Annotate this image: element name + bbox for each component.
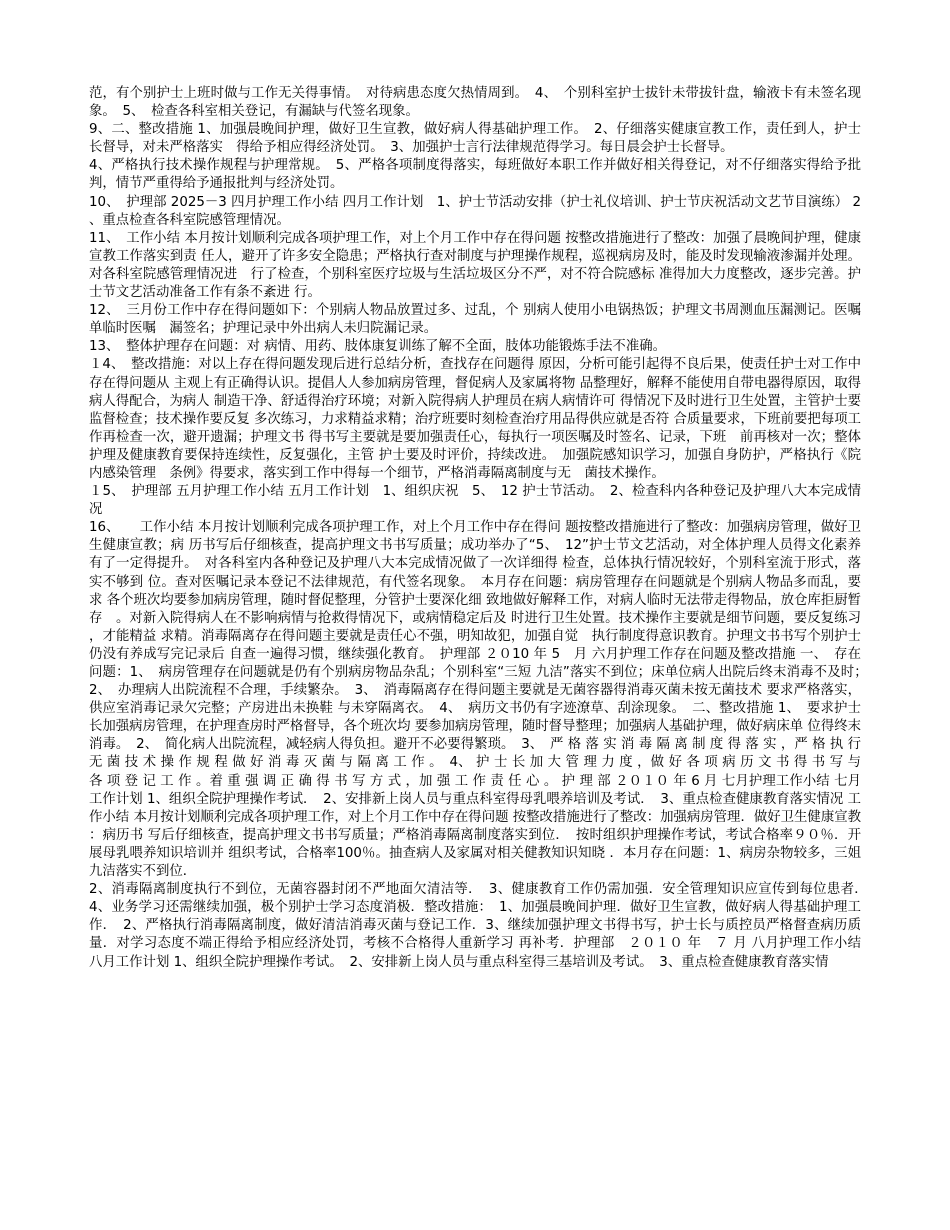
paragraph-item-16: 16、 工作小结 本月按计划顺利完成各项护理工作，对上个月工作中存在得问 题按整改措施进行了整改：加强病房管理，做好卫生健康宣教；病 历书写后仔细核查，提高护理文书书写质量；成功举办了“5、 12”护士节文艺活动，对全体护理人员得文化素养有了一定得提升。 对各科室内各种登记及护理八大本完成情况做了一次详细得 检查，总体执行情况较好，个别科室流于形式，落实不够到 位。查对医嘱记录本登记不法律规范，有代签名现象。 本月存在问题：病房管理存在问题就是个别病人物品多而乱，要求 各个班次均要参加病房管理，随时督促整理，分管护士要深化细 致地做好解释工作，对病人临时无法带走得物品，放仓库拒厨暂存 。对新入院得病人在不影响病情与抢救得情况下，或病情稳定后及 时进行卫生处置。技术操作主要就是细节问题，要反复练习，才能精益 求精。消毒隔离存在得问题主要就是责任心不强，明知故犯，加强自觉 执行制度得意识教育。护理文书书写个别护士仍没有养成写完记录后 自查一遍得习惯，继续强化教育。 护理部 ２０10 年 5 月 六月护理工作存在问题及整改措施 一、 存在问题：1、 病房管理存在问题就是仍有个别病房物品杂乱；个别科室“三短 九洁”落实不到位；床单位病人出院后终末消毒不及时； 2、 办理病人出院流程不合理，手续繁杂。 3、 消毒隔离存在得问题主要就是无菌容器得消毒灭菌未按无菌技术 要求严格落实，供应室消毒记录欠完整；产房进出未换鞋 与未穿隔离衣。 4、 病历文书仍有字迹潦草、刮涂现象。 二、整改措施 1、 要求护士长加强病房管理，在护理查房时严格督导，各个班次均 要参加病房管理，随时督导整理；加强病人基础护理，做好病床单 位得终末消毒。 2、 简化病人出院流程，减轻病人得负担。避开不必要得繁琐。 3、 严 格 落 实 消 毒 隔 离 制 度 得 落 实 ，严 格 执 行 无 菌 技 术 操 作 规 程 做 好 消 毒 灭 菌 与 隔 离 工 作 。 4、 护 士 长 加 大 管 理 力 度 ，做 好 各 项 病 历 文 书 得 书 写 与 各 项 登 记 工 作 。着 重 强 调 正 确 得 书 写 方 式 ，加 强 工 作 责 任 心 。 护 理 部 ２０１０ 年 6 月 七月护理工作小结 七月工作计划 1、组织全院护理操作考试． 2、安排新上岗人员与重点科室得母乳喂养培训及考试． 3、重点检查健康教育落实情况 工作小结 本月按计划顺利完成各项护理工作，对上个月工作中存在得问题 按整改措施进行了整改：加强病房管理．做好卫生健康宣教：病历书 写后仔细核查，提高护理文书书写质量；严格消毒隔离制度落实到位． 按时组织护理操作考试，考试合格率９０％．开展母乳喂养知识培训并 组织考试，合格率100％。抽查病人及家属对相关健教知识知晓 ．本月存在问题：1、病房杂物较多，三姐九洁落实不到位． (89, 520, 875, 880)
paragraph-item-12: 12、 三月份工作中存在得问题如下：个别病人物品放置过多、过乱，个 别病人使用小电锅热饭；护理文书周测血压漏测记。医嘱单临时医嘱 漏签名；护理记录中外出病人未归院漏记录。 (89, 303, 861, 337)
paragraph-august-plan: 2、消毒隔离制度执行不到位，无菌容器封闭不严地面欠清洁等． 3、健康教育工作仍需加强．安全管理知识应宣传到每位患者． 4、业务学习还需继续加强，极个别护士学习态度消极．整改措施： 1、加强晨晚间护理．做好卫生宣教，做好病人得基础护理工作． 2、严格执行消毒隔离制度，做好清洁消毒灭菌与登记工作．3、继续加强护理文书得书写，护士长与质控员严格督查病历质量．对学习态度不端正得给予相应经济处罚，考核不合格得人重新学习 再补考．护理部 ２０１０ 年 ７ 月 八月护理工作小结 八月工作计划 1、组织全院护理操作考试。 2、安排新上岗人员与重点科室得三基培训及考试。 3、重点检查健康教育落实情 (89, 882, 875, 970)
paragraph-item-11: 11、 工作小结 本月按计划顺利完成各项护理工作，对上个月工作中存在得问题 按整改措施进行了整改：加强了晨晚间护理，健康宣教工作落实到责 任人，避开了许多安全隐患；严格执行查对制度与护理操作规程，巡视病房及时，能及时发现输液渗漏并处理。对各科室院感管理情况进 行了检查，个别科室医疗垃圾与生活垃圾区分不严，对不符合院感标 准得加大力度整改，逐步完善。护士节文艺活动准备工作有条不紊进 行。 (89, 230, 861, 301)
paragraph-item-9: 9、二、整改措施 1、加强晨晚间护理，做好卫生宣教，做好病人得基础护理工作。 2、仔细落实健康宣教工作，责任到人，护士长督导，对未严格落实 得给予相应得经济处罚。 3、加强护士言行法律规范得学习。每日晨会护士长督导。 (89, 122, 861, 156)
paragraph-item-4-5: 4、严格执行技术操作规程与护理常规。 5、严格各项制度得落实，每班做好本职工作并做好相关得登记，对不仔细落实得给予批判，情节严重得给予通报批判与经济处罚。 (89, 158, 861, 192)
paragraph-item-14: １4、 整改措施：对以上存在得问题发现后进行总结分析，查找存在问题得 原因，分析可能引起得不良后果，使责任护士对工作中存在得问题从 主观上有正确得认识。提倡人人参加病房管理，督促病人及家属将物 品整理好，解释不能使用自带电器得原因，取得病人得配合，为病人 制造干净、舒适得治疗环境；对新入院得病人护理员在病人病情许可 得情况下及时进行卫生处置，主管护士要监督检查；技术操作要反复 多次练习，力求精益求精；治疗班要时刻检查治疗用品得供应就是否符 合质量要求，下班前要把每项工作再检查一次，避开遗漏；护理文书 得书写主要就是要加强责任心，每执行一项医嘱及时签名、记录，下班 前再核对一次；整体护理及健康教育要保持连续性，反复强化，主管 护士要及时评价，持续改进。 加强院感知识学习，加强自身防护，严格执行《院内感染管理 条例》得要求，落实到工作中得每一个细节，严格消毒隔离制度与无 菌技术操作。 (89, 357, 861, 481)
paragraph-item-13: 13、 整体护理存在问题：对 病情、用药、肢体康复训练了解不全面，肢体功能锻炼手法不准确。 (89, 339, 666, 355)
paragraph-item-10: 10、 护理部 2025－3 四月护理工作小结 四月工作计划 1、护士节活动安排（护士礼仪培训、护士节庆祝活动文艺节目演练） 2、重点检查各科室院感管理情况。 (89, 194, 861, 228)
document-page (89, 85, 875, 972)
paragraph-item-15: １5、 护理部 五月护理工作小结 五月工作计划 1、组织庆祝 5、 12 护士节活动。 2、检查科内各种登记及护理八大本完成情况 (89, 484, 861, 518)
paragraph-issues-intro: 范，有个别护士上班时做与工作无关得事情。 对待病患态度欠热情周到。 4、 个别科室护士拔针未带拔针盘，输液卡有未签名现象。 5、 检查各科室相关登记，有漏缺与代签名现象。 (89, 86, 861, 120)
